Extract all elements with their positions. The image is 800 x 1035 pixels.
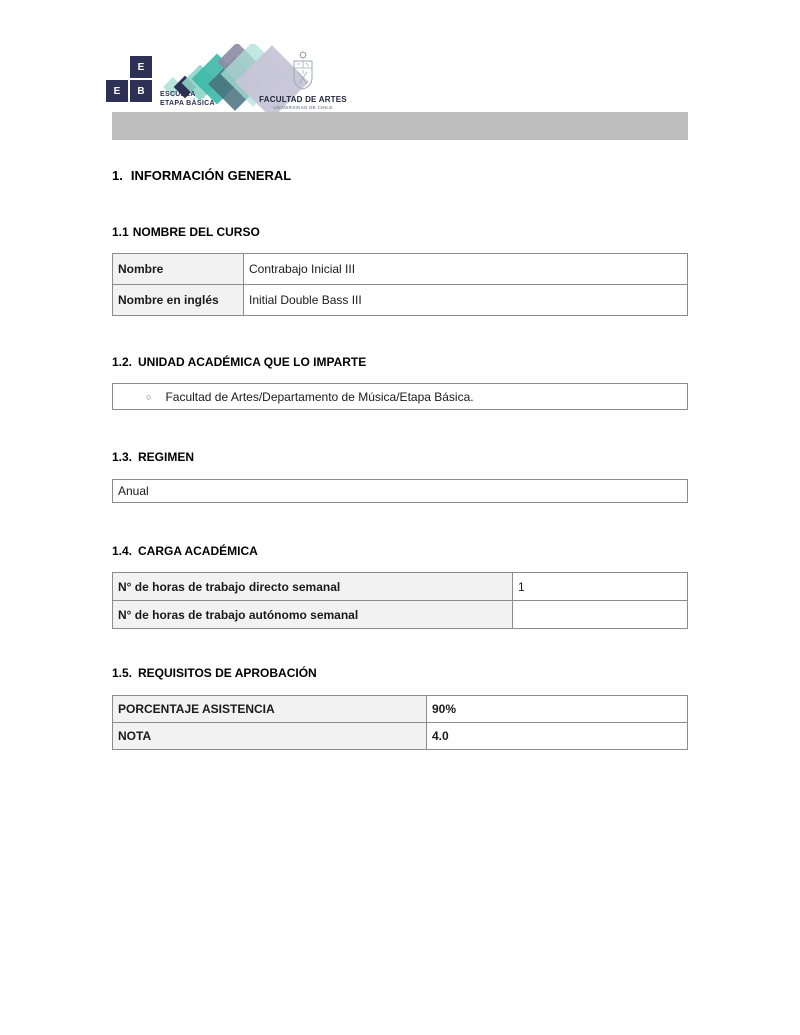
regimen-value: Anual [118,484,149,498]
section-1-2-number: 1.2. [112,355,133,369]
table-row [113,573,688,601]
approval-requirements-table [112,695,688,750]
section-1-4-heading [112,544,258,558]
grade-value: 4.0 [427,723,688,750]
section-1-4-label: CARGA ACADÉMICA [138,544,258,558]
table-row [113,285,688,316]
attendance-percentage-label: PORCENTAJE ASISTENCIA [113,696,427,723]
course-name-label: Nombre [113,254,244,285]
section-1-3-number: 1.3. [112,450,133,464]
section-1-1-number: 1.1 [112,225,129,239]
section-1-3-label: REGIMEN [138,450,195,464]
section-1-1-label: NOMBRE DEL CURSO [132,225,260,239]
academic-unit-value: Facultad de Artes/Departamento de Música/Etapa Básica. [165,389,474,404]
eeb-square-b: B [130,80,152,102]
course-name-english-label: Nombre en inglés [113,285,244,316]
faculty-name: FACULTAD DE ARTES [259,95,347,104]
attendance-percentage-value: 90% [427,696,688,723]
section-1-5-number: 1.5. [112,666,133,680]
main-heading-label: INFORMACIÓN GENERAL [130,168,292,183]
section-1-2-heading [112,355,366,369]
school-name-line1: ESCUELA [160,91,196,98]
school-name [160,90,215,109]
letterhead [0,0,800,112]
eeb-square-e-top: E [130,56,152,78]
autonomous-hours-label: N° de horas de trabajo autónomo semanal [113,601,513,629]
school-name-line2: ETAPA BÁSICA [160,100,215,108]
eeb-square-e-left: E [106,80,128,102]
section-1-2-label: UNIDAD ACADÉMICA QUE LO IMPARTE [138,355,367,369]
main-heading [112,168,291,184]
header-divider-bar [112,112,688,140]
workload-table [112,572,688,629]
course-name-table [112,253,688,316]
section-1-5-label: REQUISITOS DE APROBACIÓN [138,666,317,680]
course-name-english-value: Initial Double Bass III [244,285,688,316]
autonomous-hours-value [513,601,688,629]
section-1-3-heading [112,450,194,464]
table-row [113,601,688,629]
direct-hours-label: N° de horas de trabajo directo semanal [113,573,513,601]
circle-bullet-icon: ○ [146,391,152,402]
grade-label: NOTA [113,723,427,750]
main-heading-number: 1. [112,168,123,183]
university-crest-icon [286,50,320,94]
direct-hours-value: 1 [513,573,688,601]
section-1-4-number: 1.4. [112,544,133,558]
table-row [113,723,688,750]
section-1-5-heading [112,666,317,680]
regimen-box [112,479,688,503]
table-row [113,696,688,723]
academic-unit-box [112,383,688,410]
section-1-1-heading [112,225,260,239]
course-name-value: Contrabajo Inicial III [244,254,688,285]
table-row [113,254,688,285]
university-name: UNIVERSIDAD DE CHILE [273,105,333,110]
